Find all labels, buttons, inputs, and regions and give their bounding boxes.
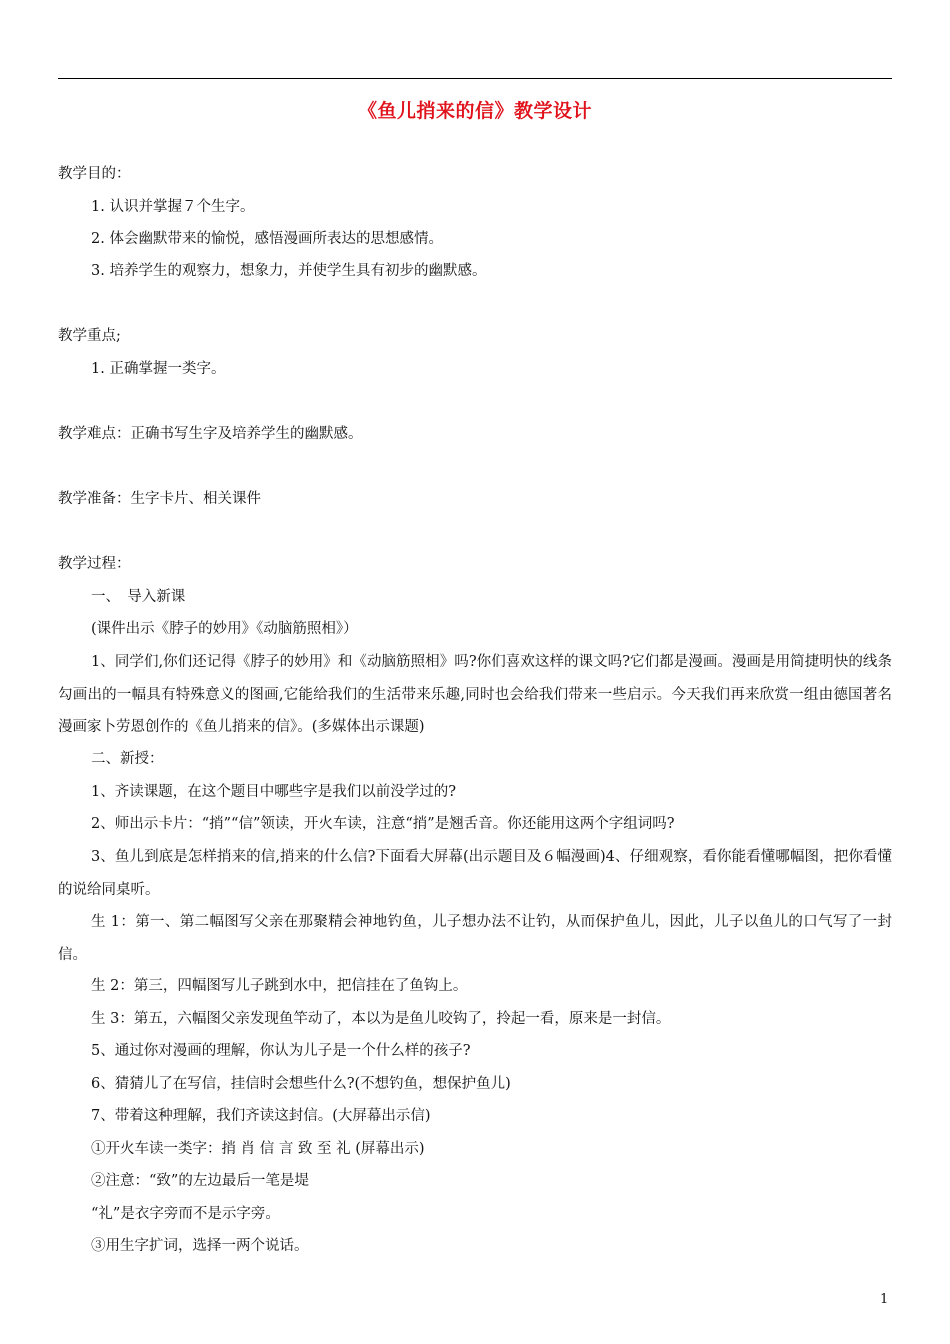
key-heading: 教学重点; <box>58 328 121 344</box>
section2-item-5: 5、通过你对漫画的理解，你认为儿子是一个什么样的孩子? <box>91 1043 471 1059</box>
section2-item-7a: ①开火车读一类字：捎 肖 信 言 致 至 礼 (屏幕出示) <box>91 1141 425 1157</box>
goal-item-1: 1. 认识并掌握７个生字。 <box>91 199 255 215</box>
section2-item-7b-cont: “礼”是衣字旁而不是示字旁。 <box>91 1206 280 1222</box>
section1-paragraph: 1、同学们,你们还记得《脖子的妙用》和《动脑筋照相》吗?你们喜欢这样的课文吗?它们都是漫画。漫画是用简捷明快的线条勾画出的一幅具有特殊意义的图画,它能给我们的生活带来乐趣,同时也会给我们带来一些启示。今天我们再来欣赏一组由德国著名漫画家卜劳恩创作的《鱼儿捎来的信》。(多媒体出示课题) <box>58 654 892 735</box>
process-heading: 教学过程： <box>58 556 131 572</box>
section2-item-7c: ③用生字扩词，选择一两个说话。 <box>91 1238 309 1254</box>
difficulty-line: 教学难点：正确书写生字及培养学生的幽默感。 <box>58 426 363 442</box>
page-number: 1 <box>880 1292 889 1307</box>
section1-heading: 一、 导入新课 <box>91 589 186 605</box>
student1-answer: 生 1：第一、第二幅图写父亲在那聚精会神地钓鱼，儿子想办法不让钓，从而保护鱼儿，因此，儿子以鱼儿的口气写了一封信。 <box>58 914 892 963</box>
section2-heading: 二、新授： <box>91 751 164 767</box>
section2-item-2: 2、师出示卡片：“捎”“信”领读，开火车读，注意“捎”是翘舌音。你还能用这两个字组词吗? <box>91 816 675 832</box>
student3-answer: 生 3：第五，六幅图父亲发现鱼竿动了，本以为是鱼儿咬钩了，拎起一看，原来是一封信。 <box>91 1011 671 1027</box>
key-item-1: 1. 正确掌握一类字。 <box>91 361 226 377</box>
document-title: 《鱼儿捎来的信》教学设计 <box>357 100 592 122</box>
prep-line: 教学准备：生字卡片、相关课件 <box>58 491 261 507</box>
section2-item-6: 6、猜猜儿了在写信，挂信时会想些什么?(不想钓鱼，想保护鱼儿) <box>91 1076 511 1092</box>
section2-item-3: 3、鱼儿到底是怎样捎来的信,捎来的什么信?下面看大屏幕(出示题目及６幅漫画)4、仔细观察，看你能看懂哪幅图，把你看懂的说给同桌听。 <box>58 849 892 898</box>
goal-item-3: 3. 培养学生的观察力，想象力，并使学生具有初步的幽默感。 <box>91 263 487 279</box>
section2-item-7: 7、带着这种理解，我们齐读这封信。(大屏幕出示信) <box>91 1108 431 1124</box>
goal-item-2: 2. 体会幽默带来的愉悦，感悟漫画所表达的思想感情。 <box>91 231 443 247</box>
student2-answer: 生 2：第三，四幅图写儿子跳到水中，把信挂在了鱼钩上。 <box>91 978 468 994</box>
goal-heading: 教学目的： <box>58 166 131 182</box>
section1-note: (课件出示《脖子的妙用》《动脑筋照相》） <box>91 621 358 637</box>
section2-item-7b: ②注意：“致”的左边最后一笔是堤 <box>91 1173 309 1189</box>
section2-item-1: 1、齐读课题，在这个题目中哪些字是我们以前没学过的? <box>91 784 456 800</box>
header-rule <box>58 78 892 79</box>
